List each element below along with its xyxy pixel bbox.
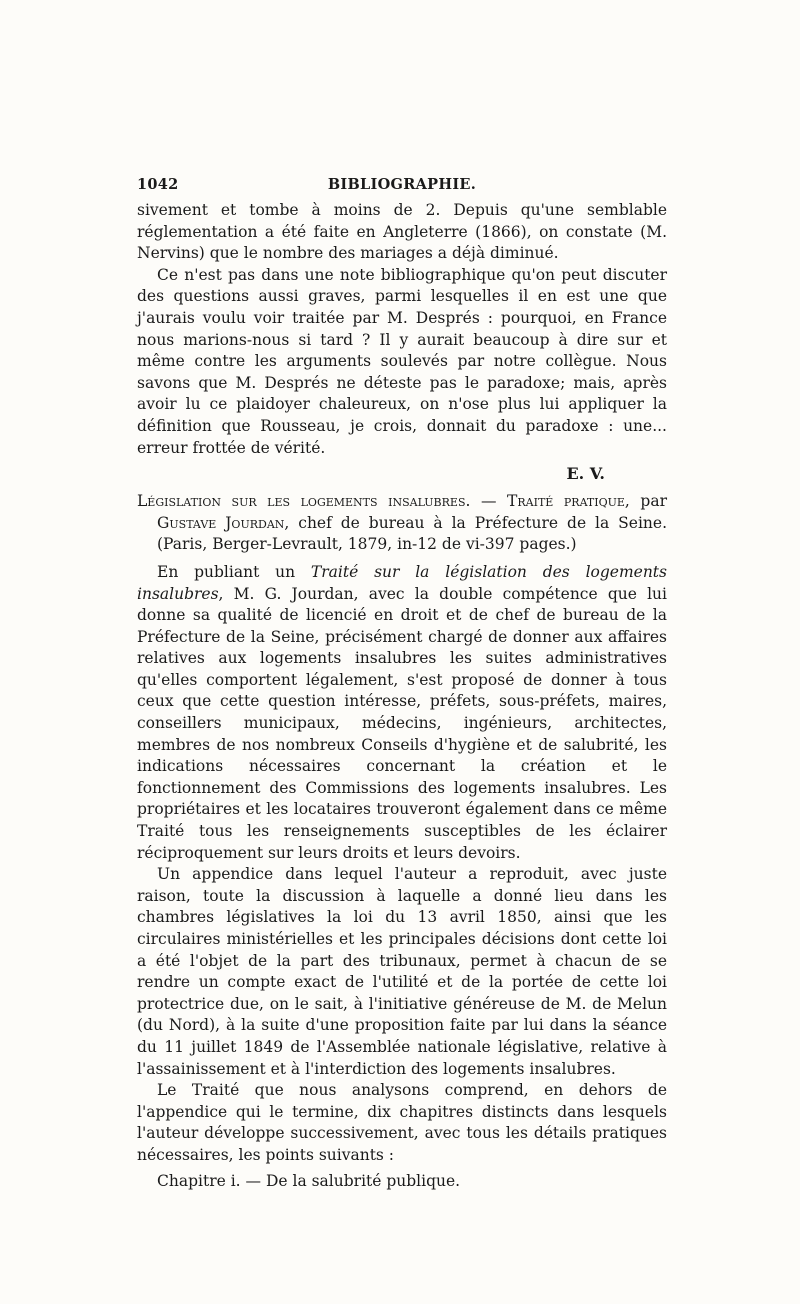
- text-block: [137, 170, 667, 1192]
- entry-title-part1: Législation sur les logements insalubres.: [137, 492, 471, 511]
- review-start: En publiant un: [157, 562, 311, 581]
- paragraph-review: [137, 562, 667, 864]
- entry-title-part2: Traité pratique,: [507, 492, 630, 511]
- paragraph-appendix: Un appendice dans lequel l'auteur a reproduit, avec juste raison, toute la discussion à laquelle a donné lieu dans les chambres législatives la loi du 13 avril 1850, ainsi que les circulaires ministérielles et les principales décisions dont cette loi a été l'objet de la part des tribunaux, permet à chacun de se rendre un compte exact de l'utilité et de la portée de cette loi protectrice due, on le sait, à l'initiative généreuse de M. de Melun (du Nord), à la suite d'une proposition faite par lui dans la séance du 11 juillet 1849 de l'Assemblée nationale législative, relative à l'assainissement et à l'interdiction des logements insalubres.: [137, 865, 667, 1078]
- chapter-label: Chapitre i.: [157, 1171, 241, 1190]
- chapter-title: De la salubrité publique.: [265, 1171, 461, 1190]
- header-title: BIBLIOGRAPHIE.: [327, 176, 477, 193]
- chapter-dash: —: [240, 1171, 266, 1190]
- review-rest: , M. G. Jourdan, avec la double compétence que lui donne sa qualité de licencié en droit et de chef de bureau de la Préfecture de la Seine, précisément chargé de donner aux affaires relatives aux logements insalubres les suites administratives qu'elles comportent légalement, s'est proposé de donner à tous ceux que cette question intéresse, préfets, sous-préfets, maires, conseillers municipaux, médecins, ingénieurs, architectes, membres de nos nombreux Conseils d'hygiène et de salubrité, les indications nécessaires concernant la création et le fonctionnement des Commissions des logements insalubres. Les propriétaires et les locataires trouveront également dans ce même Traité tous les renseignements susceptibles de les éclairer réciproquement sur leurs droits et leurs devoirs.: [137, 584, 667, 862]
- entry-author: Gustave Jourdan: [157, 513, 285, 532]
- entry-dash: —: [470, 492, 508, 511]
- bibliography-entry-heading: [137, 491, 667, 556]
- entry-by: par: [629, 492, 667, 511]
- author-signature: E. V.: [566, 464, 605, 484]
- paragraph-continuation: sivement et tombe à moins de 2. Depuis qu'une semblable réglementation a été faite en Angleterre (1866), on constate (M. Nervins) que le nombre des mariages a déjà diminué.: [137, 201, 667, 263]
- review-book-title: Traité sur la législation des logements insalubres: [137, 562, 667, 603]
- entry-details: , chef de bureau à la Préfecture de la Seine. (Paris, Berger-Levrault, 1879, in-12 de vi-397 pages.): [157, 513, 668, 554]
- running-head: [137, 170, 667, 200]
- chapter-line: [137, 1171, 667, 1193]
- page-number: 1042: [137, 176, 179, 193]
- paragraph-discussion: Ce n'est pas dans une note bibliographique qu'on peut discuter des questions aussi graves, parmi lesquelles il en est une que j'aurais voulu voir traitée par M. Després : pourquoi, en France nous marions-nous si tard ? Il y aurait beaucoup à dire sur et même contre les arguments soulevés par notre collègue. Nous savons que M. Després ne déteste pas le paradoxe; mais, après avoir lu ce plaidoyer chaleureux, on n'ose plus lui appliquer la définition que Rousseau, je crois, donnait du paradoxe : une... erreur frottée de vérité.: [137, 265, 667, 457]
- paragraph-contents: Le Traité que nous analysons comprend, en dehors de l'appendice qui le termine, dix chapitres distincts dans lesquels l'auteur développe successivement, avec tous les détails pratiques nécessaires, les points suivants :: [137, 1081, 667, 1164]
